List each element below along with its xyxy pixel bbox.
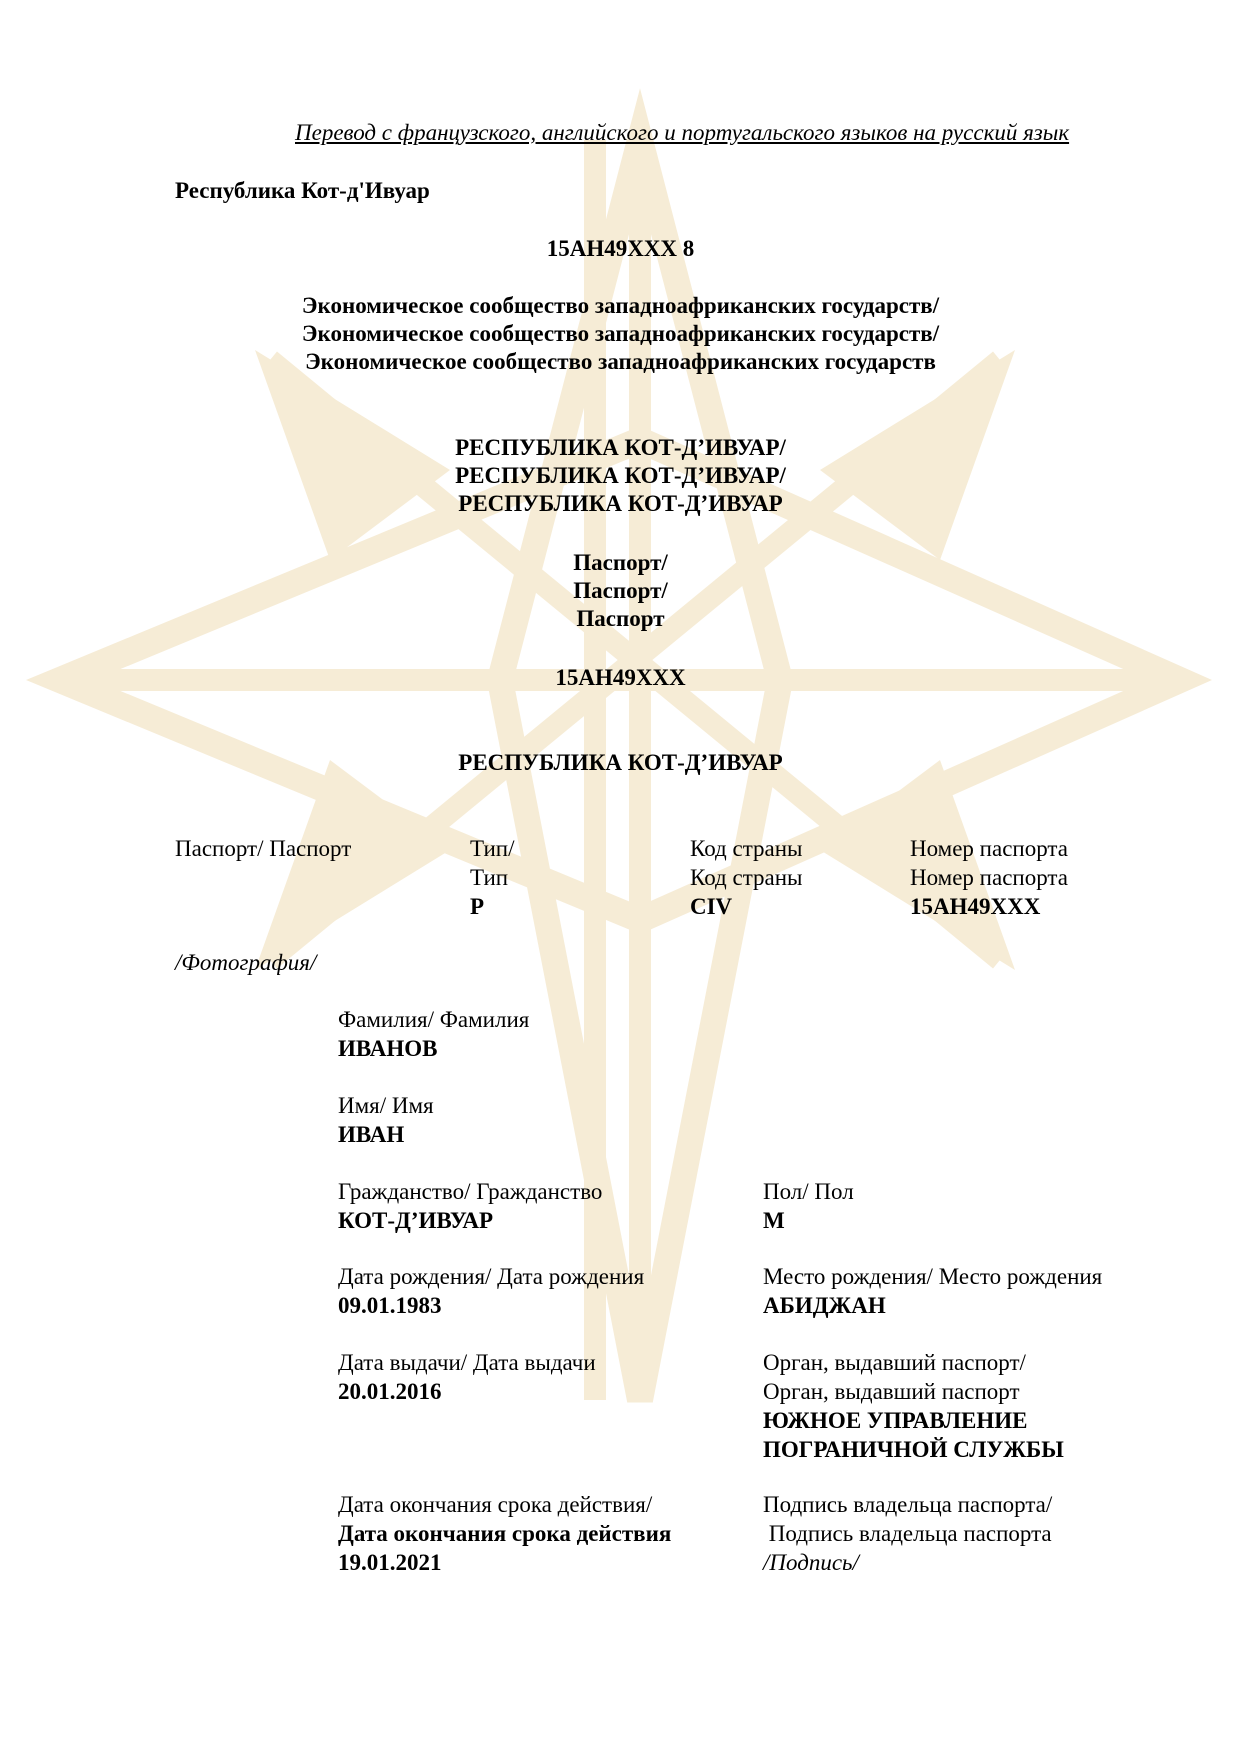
cover-republic-2: РЕСПУБЛИКА КОТ-Д’ИВУАР/: [455, 463, 786, 488]
photo-placeholder: /Фотография/: [175, 950, 317, 975]
authority-value-1: ЮЖНОЕ УПРАВЛЕНИЕ: [763, 1408, 1028, 1433]
expiry-label-2: Дата окончания срока действия: [338, 1521, 672, 1546]
cover-passport-2: Паспорт/: [573, 578, 668, 603]
issuing-authority-field: [763, 1348, 1064, 1464]
country-label-2: Код страны: [690, 865, 803, 890]
nationality-label: Гражданство/ Гражданство: [338, 1179, 603, 1204]
date-of-issue-field: [338, 1348, 596, 1406]
sex-value: М: [763, 1208, 785, 1233]
number-label-2: Номер паспорта: [910, 865, 1068, 890]
sex-field: [763, 1177, 854, 1235]
name-value: ИВАН: [338, 1122, 405, 1147]
country-value: CIV: [690, 894, 733, 919]
cover-republic-1: РЕСПУБЛИКА КОТ-Д’ИВУАР/: [455, 435, 786, 460]
ecowas-line-2: Экономическое сообщество западноафриканских государств/: [301, 321, 940, 346]
country-label-1: Код страны: [690, 836, 803, 861]
serial-number: 15АН49ХХХ 8: [546, 236, 695, 261]
type-label-1: Тип/: [470, 836, 515, 861]
name-label: Имя/ Имя: [338, 1093, 434, 1118]
holder-signature-field: [763, 1490, 1052, 1577]
surname-label: Фамилия/ Фамилия: [338, 1007, 530, 1032]
expiry-label-1: Дата окончания срока действия/: [338, 1492, 653, 1517]
expiry-value: 19.01.2021: [338, 1550, 442, 1575]
signature-label-2: Подпись владельца паспорта: [763, 1521, 1052, 1546]
issue-label: Дата выдачи/ Дата выдачи: [338, 1350, 596, 1375]
sex-label: Пол/ Пол: [763, 1179, 854, 1204]
type-value: P: [470, 894, 485, 919]
dob-label: Дата рождения/ Дата рождения: [338, 1264, 645, 1289]
authority-value-2: ПОГРАНИЧНОЙ СЛУЖБЫ: [763, 1437, 1064, 1462]
cover-passport-3: Паспорт: [576, 606, 665, 631]
authority-label-2: Орган, выдавший паспорт: [763, 1379, 1020, 1404]
number-value: 15АН49ХХХ: [910, 894, 1041, 919]
pob-label: Место рождения/ Место рождения: [763, 1264, 1103, 1289]
country-code-field: [690, 834, 803, 921]
surname-field: [338, 1005, 529, 1063]
signature-label-1: Подпись владельца паспорта/: [763, 1492, 1053, 1517]
place-of-birth-field: [763, 1262, 1102, 1320]
cover-passport-number: 15АН49ХХХ: [555, 665, 686, 690]
number-label-1: Номер паспорта: [910, 836, 1068, 861]
authority-label-1: Орган, выдавший паспорт/: [763, 1350, 1026, 1375]
ecowas-line-1: Экономическое сообщество западноафриканских государств/: [301, 293, 940, 318]
cover-passport-1: Паспорт/: [573, 550, 668, 575]
name-field: [338, 1091, 434, 1149]
cover-republic-3: РЕСПУБЛИКА КОТ-Д’ИВУАР: [458, 491, 783, 516]
issue-value: 20.01.2016: [338, 1379, 442, 1404]
signature-value: /Подпись/: [763, 1550, 859, 1575]
pob-value: АБИДЖАН: [763, 1293, 886, 1318]
date-of-birth-field: [338, 1262, 644, 1320]
nationality-value: КОТ-Д’ИВУАР: [338, 1208, 493, 1233]
ecowas-line-3: Экономическое сообщество западноафриканских государств: [305, 349, 936, 374]
passport-label: Паспорт/ Паспорт: [175, 836, 352, 861]
nationality-field: [338, 1177, 602, 1235]
passport-number-field: [910, 834, 1068, 921]
type-label-2: Тип: [470, 865, 509, 890]
data-page-title: РЕСПУБЛИКА КОТ-Д’ИВУАР: [458, 750, 783, 775]
surname-value: ИВАНОВ: [338, 1036, 438, 1061]
translation-note: Перевод с французского, английского и португальского языков на русский язык: [295, 120, 1070, 145]
type-field: [470, 834, 514, 921]
dob-value: 09.01.1983: [338, 1293, 442, 1318]
republic-header: Республика Кот-д'Ивуар: [175, 178, 430, 203]
expiry-date-field: [338, 1490, 671, 1577]
